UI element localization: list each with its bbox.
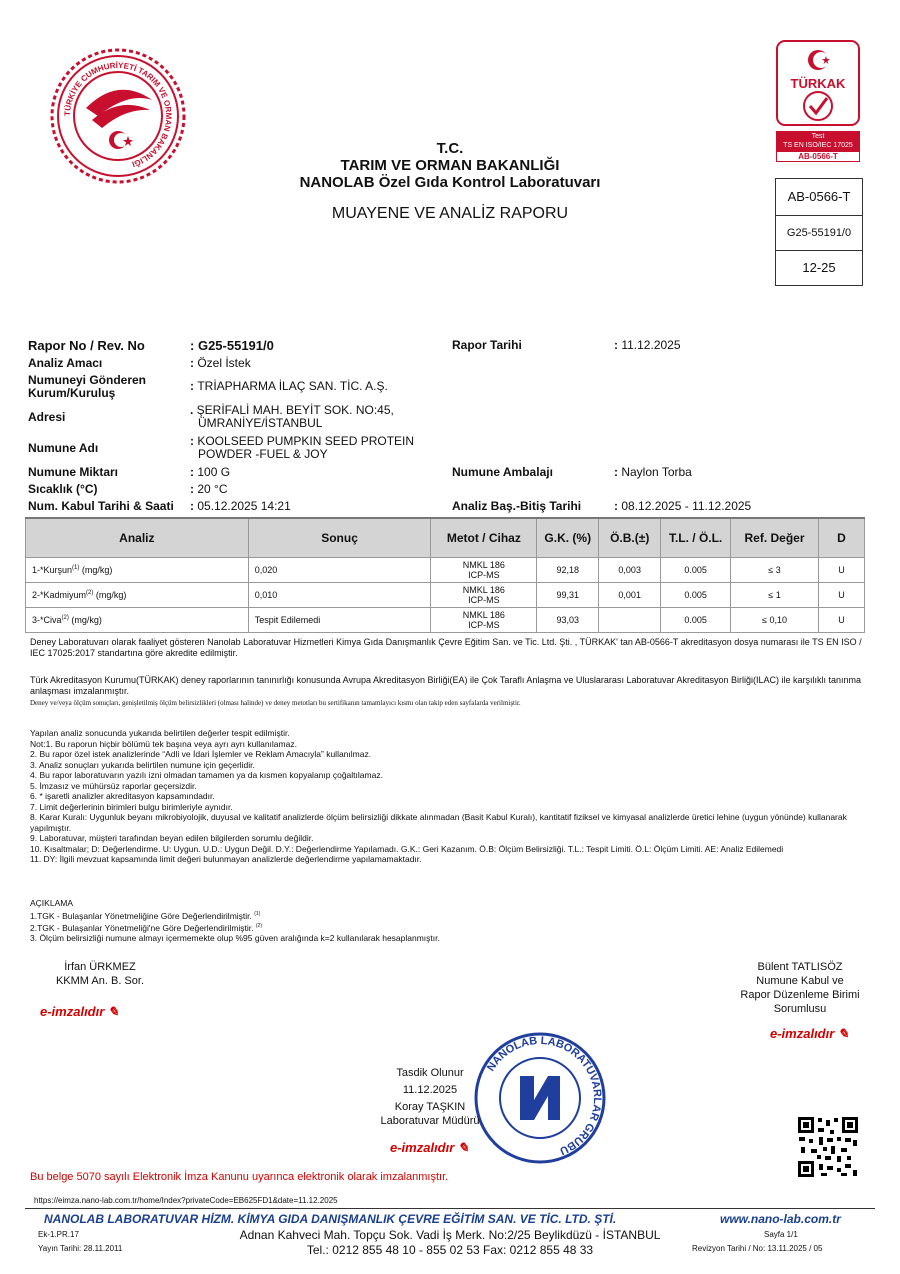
cell-analiz: 3-*Civa$^{(2)}$ (mg/kg) [26,608,249,633]
note-item: 10. Kısaltmalar; D: Değerlendirme. U: Uygun. U.D.: Uygun Değil. D.Y.: Değerlendirme Yapılamadı. G.K.: Geri Kazanım. Ö.B: Ölçüm Belirsizliği. T.L.: Tespit Limiti. Ö.L: Ölçüm Limiti. AE: Analiz Edilemedi [30,843,784,854]
col-gk: G.K. (%) [537,518,599,558]
turkak-accreditation-no: AB-0566-T [776,151,860,162]
cell-ref: ≤ 0,10 [731,608,819,633]
note-item: 9. Laboratuvar, müşteri tarafından beyan edilen bilgilerden sorumlu değildir. [30,833,314,843]
cell-tl: 0.005 [661,558,731,583]
rapor-tarihi-value: : 11.12.2025 [614,338,681,352]
analiz-amaci-value: : Özel İstek [190,356,251,370]
note-item: 5. İmzasız ve mühürsüz raporlar geçersizdir. [30,780,197,791]
cell-analiz: 2-*Kadmiyum$^{(2)}$ (mg/kg) [26,583,249,608]
ambalaj-value: : Naylon Torba [614,465,692,479]
cell-ob: 0,001 [599,583,661,608]
revizyon: Revizyon Tarihi / No: 13.11.2025 / 05 [692,1244,823,1253]
table-row [26,558,865,583]
pen-icon: ✎ [457,1140,469,1155]
aciklama-line: 1.TGK - Bulaşanlar Yönetmeliğine Göre Değerlendirilmiştir. $^{(1)}$ [30,910,261,921]
numune-adi-label: Numune Adı [28,441,99,455]
cell-ob: 0,003 [599,558,661,583]
page-number: Sayfa 1/1 [764,1230,798,1239]
turkak-test-label: Test [811,133,825,140]
note-item: 3. Analiz sonuçları yukarıda belirtilen numune için geçerlidir. [30,759,255,770]
footer-divider [25,1208,875,1209]
aciklama-line: 3. Ölçüm belirsizliği numune almayı içermemekte olup %95 güven aralığında k=2 kullanılarak hesaplanmıştır. [30,933,440,944]
gonderen-label: Numuneyi Gönderen Kurum/Kuruluş [28,373,147,400]
header-ministry: TARIM VE ORMAN BAKANLIĞI [340,157,560,174]
footer-phone: Tel.: 0212 855 48 10 - 855 02 53 Fax: 0212 855 48 33 [306,1243,594,1257]
cell-sonuc: Tespit Edilemedi [248,608,431,633]
center-signature: Tasdik Olunur 11.12.2025 Koray TAŞKIN Laboratuvar Müdürü [380,1067,480,1127]
col-metot: Metot / Cihaz [431,518,537,558]
table-row [26,583,865,608]
footer-address: Adnan Kahveci Mah. Topçu Sok. Vadi İş Merk. No:2/25 Beylikdüzü - İSTANBUL [239,1228,661,1242]
accreditation-note-1: Deney Laboratuvarı olarak faaliyet gösteren Nanolab Laboratuvar Hizmetleri Kimya Gıda Danışmanlık Çevre Eğitim San. ve Tic. Ltd. Şti. , TÜRKAK' tan AB-0566-T akreditasyon dosya numarası ile TS EN ISO / IEC 17025:2017 standartına göre akredite edilmiştir. [30,637,862,658]
ministry-seal [48,46,188,191]
note-item: 4. Bu rapor laboratuvarın yazılı izni olmadan tamamen ya da kısmen kopyalanıp çoğaltılamaz. [30,770,383,780]
cell-gk: 99,31 [537,583,599,608]
col-tl: T.L. / Ö.L. [661,518,731,558]
note-item: 7. Limit değerlerinin birimleri bulgu birimleriyle aynıdır. [30,801,233,812]
header-lab-name: NANOLAB Özel Gıda Kontrol Laboratuvarı [299,174,601,191]
yayin-tarihi: Yayın Tarihi: 28.11.2011 [38,1244,123,1253]
accreditation-note-3: Deney ve/veya ölçüm sonuçları, genişletilmiş ölçüm belirsizlikleri (olması halinde) ve deney metotları bu sertifikanın tamamlayıcı kısmı olan takip eden sayfalarda verilmiştir. [30,699,521,707]
aciklama-block [30,898,875,944]
cell-d: U [818,558,864,583]
center-eimza: e-imzalıdır ✎ [390,1140,469,1155]
right-signature: Bülent TATLISÖZ Numune Kabul ve Rapor Düzenleme Birimi Sorumlusu [740,961,860,1015]
table-row [26,608,865,633]
analiz-tarih-value: : 08.12.2025 - 11.12.2025 [614,499,752,513]
notes-list [30,728,875,865]
numune-adi-value: : KOOLSEED PUMPKIN SEED PROTEIN POWDER -FUEL & JOY [190,434,415,461]
cell-ref: ≤ 1 [731,583,819,608]
col-analiz: Analiz [26,518,249,558]
aciklama-line: 2.TGK - Bulaşanlar Yönetmeliği'ne Göre Değerlendirilmiştir. $^{(2)}$ [30,922,263,933]
left-eimza: e-imzalıdır ✎ [40,1004,119,1019]
note-item: 6. * işaretli analizler akreditasyon kapsamındadır. [30,791,215,801]
footer-company: NANOLAB LABORATUVAR HİZM. KİMYA GIDA DANIŞMANLIK ÇEVRE EĞİTİM SAN. VE TİC. LTD. ŞTİ. [44,1212,617,1226]
cell-metot: NMKL 186 ICP-MS [431,558,537,583]
cell-ref: ≤ 3 [731,558,819,583]
cell-analiz: 1-*Kurşun$^{(1)}$ (mg/kg) [26,558,249,583]
form-code: Ek-1.PR.17 [38,1230,79,1239]
cell-gk: 93,03 [537,608,599,633]
turkak-standard: TS EN ISO/IEC 17025 [783,142,853,149]
rapor-no-label: Rapor No / Rev. No [28,338,145,353]
col-ref: Ref. Değer [731,518,819,558]
header-line-tc: T.C. [436,140,464,157]
side-box-report-no: G25-55191/0 [776,216,862,251]
side-box-period: 12-25 [802,260,836,275]
kabul-value: : 05.12.2025 14:21 [190,499,291,513]
rapor-no-value: : G25-55191/0 [190,338,274,353]
miktar-label: Numune Miktarı [28,465,119,479]
gonderen-value: : TRİAPHARMA İLAÇ SAN. TİC. A.Ş. [190,379,388,393]
cell-gk: 92,18 [537,558,599,583]
sicaklik-label: Sıcaklık (°C) [28,482,98,496]
note-item: 8. Karar Kuralı: Uygunluk beyanı mikrobiyolojik, duyusal ve kalitatif analizlerde ölçüm belirsizliği dikkate alınmadan (Basit Kabul Kuralı), kantitatif fiziksel ve kimyasal analizlerde üretici lehine (uygun yönünde) kullanarak yapılmıştır. [30,812,847,833]
left-signature: İrfan ÜRKMEZ KKMM An. B. Sor. [55,961,145,987]
cell-sonuc: 0,020 [248,558,431,583]
kabul-label: Num. Kabul Tarihi & Saati [28,499,174,513]
cell-metot: NMKL 186 ICP-MS [431,583,537,608]
pen-icon: ✎ [837,1026,849,1041]
col-ob: Ö.B.(±) [599,518,661,558]
results-table [25,517,865,633]
table-header-row [26,518,865,558]
svg-text:NANOLAB LABORATUVARLAR GRUBU: NANOLAB LABORATUVARLAR GRUBU [485,1034,604,1157]
pen-icon: ✎ [107,1004,119,1019]
col-sonuc: Sonuç [248,518,431,558]
miktar-value: : 100 G [190,465,231,479]
note-item: Yapılan analiz sonucunda yukarıda belirtilen değerler tespit edilmiştir. [30,728,290,738]
sicaklik-value: : 20 °C [190,482,228,496]
col-d: D [818,518,864,558]
svg-text:TÜRKİYE CUMHURİYETİ TARIM VE O: TÜRKİYE CUMHURİYETİ TARIM VE ORMAN BAKANLIĞI [62,60,174,169]
adres-label: Adresi [28,410,66,424]
adres-value: . ŞERİFALİ MAH. BEYİT SOK. NO:45, ÜMRANİYE/İSTANBUL [190,403,394,430]
footer-address-block [195,1228,705,1258]
turkak-logo [776,40,860,162]
cell-tl: 0.005 [661,608,731,633]
turkak-brand: TÜRKAK [790,76,846,91]
cell-d: U [818,583,864,608]
note-item: 11. DY: İlgili mevzuat kapsamında limit değeri bulunmayan analizlerde değerlendirme yapılamamaktadır. [30,854,422,864]
cell-tl: 0.005 [661,583,731,608]
note-item: Not:1. Bu raporun hiçbir bölümü tek başına veya ayrı ayrı kullanılamaz. [30,738,297,749]
side-boxes [775,178,863,286]
right-eimza: e-imzalıdır ✎ [770,1026,849,1041]
footer-website[interactable]: www.nano-lab.com.tr [720,1212,841,1226]
analiz-amaci-label: Analiz Amacı [28,356,103,370]
rapor-tarihi-label: Rapor Tarihi [452,338,522,352]
analiz-tarih-label: Analiz Baş.-Bitiş Tarihi [452,499,582,513]
ambalaj-label: Numune Ambalajı [452,465,553,479]
verify-url[interactable]: https://eimza.nano-lab.com.tr/home/Index?privateCode=EB625FD1&date=11.12.2025 [34,1196,338,1205]
cell-metot: NMKL 186 ICP-MS [431,608,537,633]
aciklama-title: AÇIKLAMA [30,898,73,908]
qr-code-icon [797,1116,859,1183]
cell-d: U [818,608,864,633]
law-notice: Bu belge 5070 sayılı Elektronik İmza Kanunu uyarınca elektronik olarak imzalanmıştır. [30,1171,449,1183]
cell-sonuc: 0,010 [248,583,431,608]
side-box-accreditation: AB-0566-T [776,179,862,216]
note-item: 2. Bu rapor özel istek analizlerinde “Adli ve İdari İşlemler ve Reklam Amacıyla” kullanılmaz. [30,749,372,759]
report-title: MUAYENE VE ANALİZ RAPORU [331,205,569,222]
accreditation-note-2: Türk Akreditasyon Kurumu(TÜRKAK) deney raporlarının tanınırlığı konusunda Avrupa Akreditasyon Birliği(EA) ile Çok Taraflı Anlaşma ve Uluslararası Laboratuvar Akreditasyon Birliği(ILAC) ile karşılıklı tanınma anlaşması imzalanmıştır. [30,675,862,696]
cell-ob [599,608,661,633]
